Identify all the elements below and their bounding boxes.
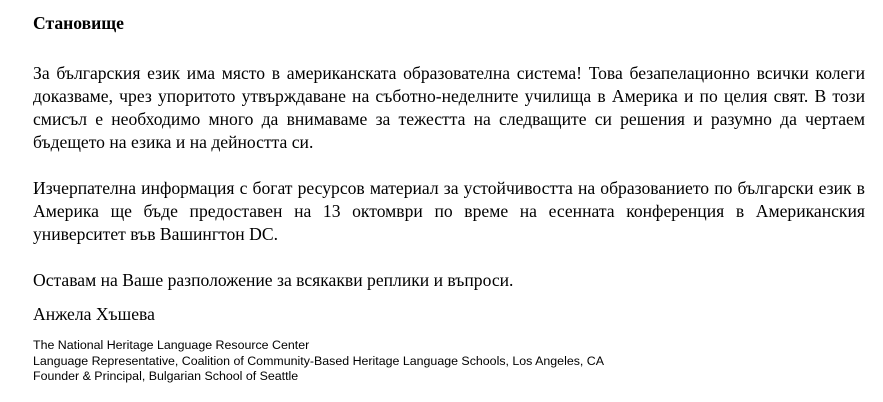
- affiliation-line: The National Heritage Language Resource Center: [33, 338, 310, 352]
- affiliation-line: Founder & Principal, Bulgarian School of Seattle: [33, 369, 299, 384]
- paragraph-1: За българския език има място в американската образователна система! Това безапелационно всички колеги доказваме, чрез упоритото утвърждаване на съботно-неделните училища в Америка и по целия свят. В този смисъл е необходимо много да внимаваме за тежестта на следващите си решения и разумно да чертаем бъдещето на езика и на дейността си.: [33, 63, 865, 152]
- signature-name: Анжела Хъшева: [33, 304, 155, 324]
- document-body: [33, 12, 865, 385]
- affiliation-line: Language Representative, Coalition of Community-Based Heritage Language Schools, Los Angeles, CA: [33, 353, 605, 368]
- affiliations-block: [33, 338, 865, 385]
- closing-line: Оставам на Ваше разположение за всякакви реплики и въпроси.: [33, 270, 514, 290]
- paragraph-2: Изчерпателна информация с богат ресурсов материал за устойчивостта на образованието по български език в Америка ще бъде предоставен на 13 октомври по време на есенната конференция в Американския университет във Вашингтон DC.: [33, 178, 865, 244]
- document-heading: Становище: [33, 13, 124, 33]
